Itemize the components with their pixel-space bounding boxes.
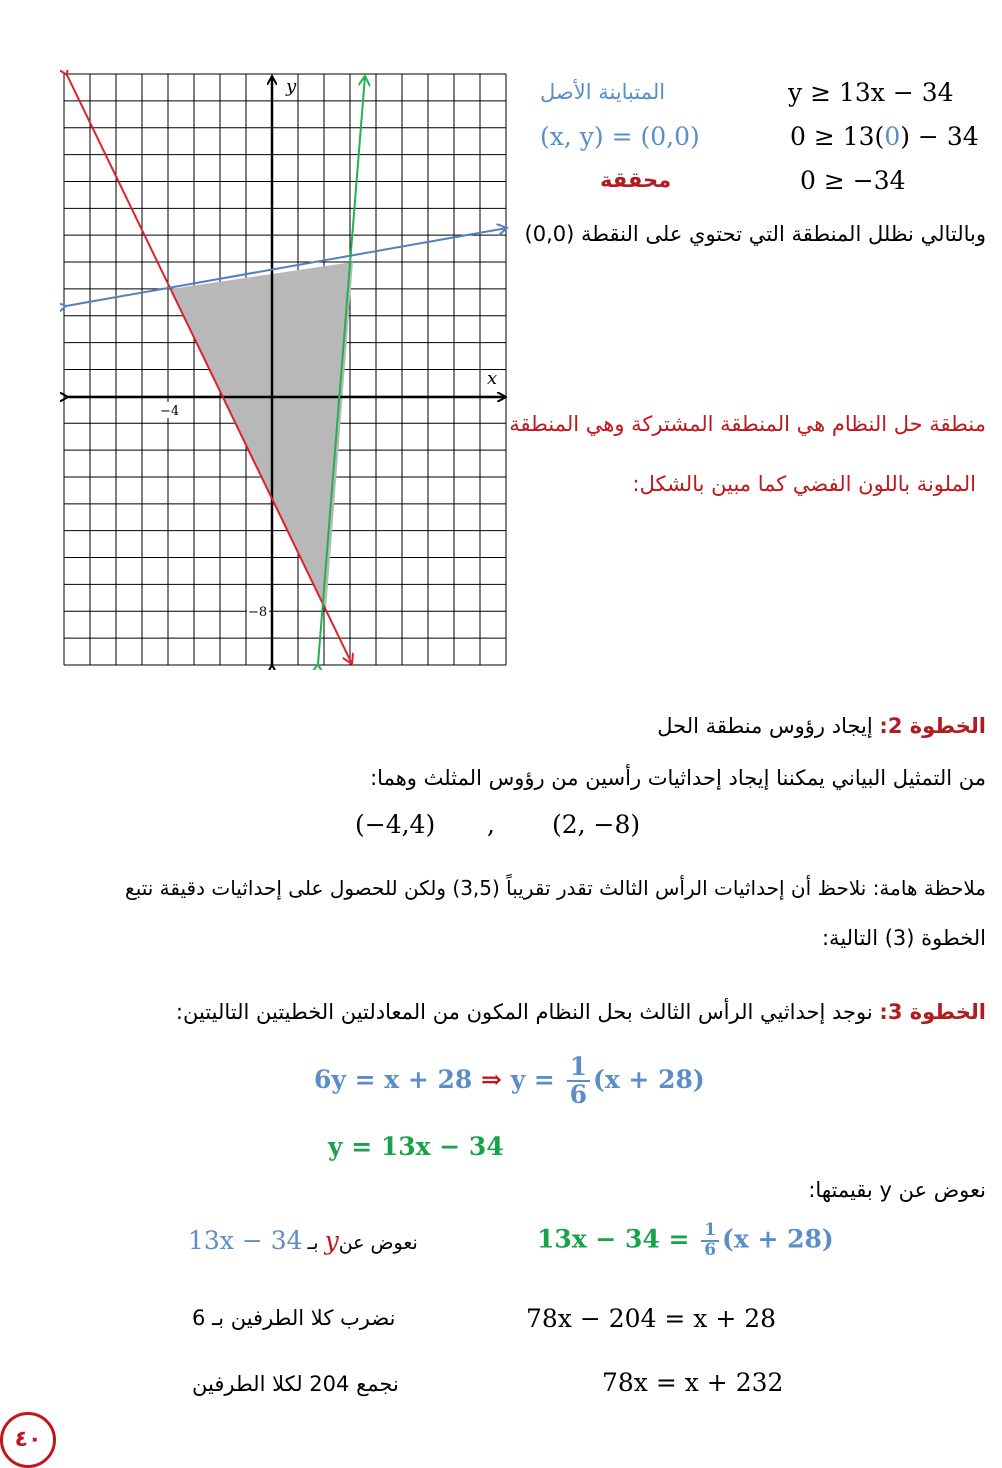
eq1-y: y = — [510, 1064, 564, 1094]
equation-1 — [314, 1054, 705, 1109]
tick-label-neg8: −8 — [248, 605, 268, 620]
note-line2: الخطوة (3) التالية: — [821, 926, 986, 950]
x-axis-label: x — [487, 368, 498, 389]
add-note: نجمع 204 لكلا الطرفين — [192, 1372, 399, 1396]
sub-note-by: بـ — [307, 1232, 325, 1254]
substitution-note — [188, 1226, 418, 1255]
substituted-equation — [537, 1222, 834, 1260]
equation-2: y = 13x − 34 — [328, 1132, 504, 1161]
original-inequality: y ≥ 13x − 34 — [788, 78, 954, 107]
original-inequality-label: المتباينة الأصل — [540, 80, 666, 104]
sub-eq-rest: (x + 28) — [722, 1224, 834, 1254]
substituted-zero: 0 — [884, 122, 901, 151]
substituted-inequality — [790, 122, 979, 151]
test-point-label: (x, y) = (0,0) — [540, 122, 700, 151]
substituted-suffix: ) − 34 — [900, 122, 979, 151]
solution-region-line2: الملونة باللون الفضي كما مبين بالشكل: — [632, 472, 976, 496]
eq1-den: 6 — [569, 1080, 587, 1110]
sub-note-var: y — [324, 1226, 339, 1255]
sub-eq-den: 6 — [704, 1239, 717, 1260]
add-equation: 78x = x + 232 — [602, 1368, 784, 1397]
multiply-equation: 78x − 204 = x + 28 — [526, 1304, 777, 1333]
substituted-prefix: 0 ≥ 13( — [790, 122, 885, 151]
vertex-separator: , — [487, 810, 495, 839]
inequality-graph — [60, 70, 510, 670]
solution-region-line1: منطقة حل النظام هي المنطقة المشتركة وهي المنطقة — [509, 412, 986, 436]
y-axis-label: y — [286, 76, 297, 97]
vertex-a: (−4,4) — [355, 810, 436, 839]
vertex-b: (2, −8) — [552, 810, 641, 839]
note-line1: ملاحظة هامة: نلاحظ أن إحداثيات الرأس الثالث تقدر تقريباً (3,5) ولكن للحصول على إحداثيات دقيقة نتبع — [125, 876, 986, 900]
eq1-arrow: ⇒ — [472, 1064, 511, 1094]
multiply-note: نضرب كلا الطرفين بـ 6 — [192, 1306, 396, 1330]
step2-intro: من التمثيل البياني يمكننا إيجاد إحداثيات رأسين من رؤوس المثلث وهما: — [370, 766, 986, 790]
step2-title: إيجاد رؤوس منطقة الحل — [657, 714, 880, 738]
step2-label: الخطوة 2: — [879, 714, 986, 738]
tick-label-neg4: −4 — [160, 404, 180, 419]
eq1-left: 6y = x + 28 — [314, 1064, 473, 1094]
sub-note-expr: 13x − 34 — [188, 1226, 303, 1255]
page-number: ٤٠ — [0, 1412, 56, 1468]
step3-label: الخطوة 3: — [879, 1000, 986, 1024]
step3-heading — [176, 1000, 986, 1024]
eq1-num: 1 — [567, 1054, 590, 1082]
result-inequality: 0 ≥ −34 — [800, 166, 906, 195]
eq1-rest: (x + 28) — [592, 1064, 705, 1094]
shade-sentence: وبالتالي نظلل المنطقة التي تحتوي على النقطة (0,0) — [524, 222, 986, 246]
substitute-intro: نعوض عن y بقيمتها: — [808, 1178, 986, 1202]
sub-eq-left: 13x − 34 = — [537, 1224, 699, 1254]
sub-note-ar: نعوض عن — [338, 1232, 418, 1254]
sub-eq-num: 1 — [701, 1222, 719, 1242]
step2-heading — [657, 714, 986, 738]
satisfied-label: محققة — [600, 168, 672, 192]
step3-title: نوجد إحداثيي الرأس الثالث بحل النظام المكون من المعادلتين الخطيتين التاليتين: — [175, 1000, 880, 1024]
